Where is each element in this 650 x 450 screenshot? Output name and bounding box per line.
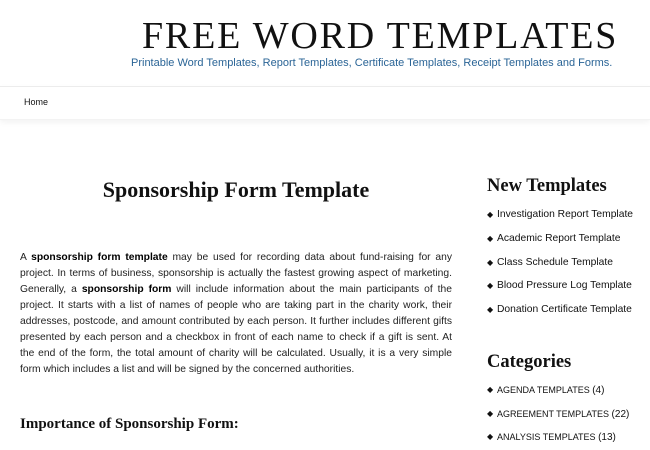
link-label[interactable]: Blood Pressure Log Template (497, 280, 632, 292)
categories-title: Categories (487, 352, 572, 372)
new-template-link[interactable] (487, 303, 633, 327)
link-label[interactable]: Donation Certificate Template (497, 304, 632, 315)
new-templates-title: New Templates (487, 176, 607, 196)
category-link[interactable]: AGREEMENT TEMPLATES (497, 408, 610, 419)
site-title[interactable]: FREE WORD TEMPLATES (142, 15, 619, 57)
bullet-icon: ◆ (487, 305, 494, 314)
new-template-link[interactable] (487, 279, 633, 303)
categories-list (487, 383, 629, 450)
bullet-icon: ◆ (487, 210, 494, 219)
new-template-link[interactable] (487, 208, 633, 232)
category-item (487, 383, 629, 407)
category-count: (22) (611, 408, 630, 420)
bullet-icon: ◆ (487, 385, 494, 394)
category-item (487, 407, 629, 431)
bullet-icon: ◆ (487, 257, 494, 267)
category-item (487, 430, 629, 450)
paragraph-text: may be used for recording data about fund-raising for any project. In terms of business, sponsorship is actually the fastest growing aspect of marketing. Generally, a (20, 252, 452, 295)
nav-divider (0, 119, 650, 120)
link-label[interactable]: Academic Report Template (497, 232, 621, 244)
nav-home-link[interactable]: Home (24, 97, 49, 107)
category-count: (13) (598, 432, 616, 443)
section-heading: Importance of Sponsorship Form: (20, 416, 239, 432)
bold-term: sponsorship form (81, 284, 172, 295)
site-header (0, 0, 650, 86)
new-template-link[interactable] (487, 256, 633, 280)
bold-term: sponsorship form template (31, 252, 168, 263)
new-template-link[interactable] (487, 232, 633, 256)
main-navigation (0, 86, 650, 119)
paragraph-text: will include information about the main participants of the project. It starts with a list of names of people who are taking part in the charity work, their addresses, postcode, and amount contributed by each person. It further includes different gifts presented by each person and a checkbox in front of each name to check if a gift is sent. At the end of the form, the total amount of charity will be calculated. Usually, it is a very simple form which includes a list and will be signed by the concerned authorities. (20, 284, 452, 375)
bullet-icon: ◆ (487, 281, 494, 291)
article-paragraph (20, 250, 452, 378)
category-link[interactable]: AGENDA TEMPLATES (497, 385, 590, 395)
category-count: (4) (592, 385, 605, 396)
bullet-icon: ◆ (487, 408, 494, 418)
category-link[interactable]: ANALYSIS TEMPLATES (497, 432, 596, 442)
link-label[interactable]: Investigation Report Template (497, 209, 634, 220)
bullet-icon: ◆ (487, 233, 494, 243)
link-label[interactable]: Class Schedule Template (497, 256, 614, 268)
paragraph-text: A (20, 252, 32, 263)
bullet-icon: ◆ (487, 432, 494, 441)
new-templates-list (487, 208, 633, 327)
site-tagline: Printable Word Templates, Report Templates, Certificate Templates, Receipt Templates and Forms. (131, 57, 613, 69)
article-title: Sponsorship Form Template (102, 177, 370, 202)
